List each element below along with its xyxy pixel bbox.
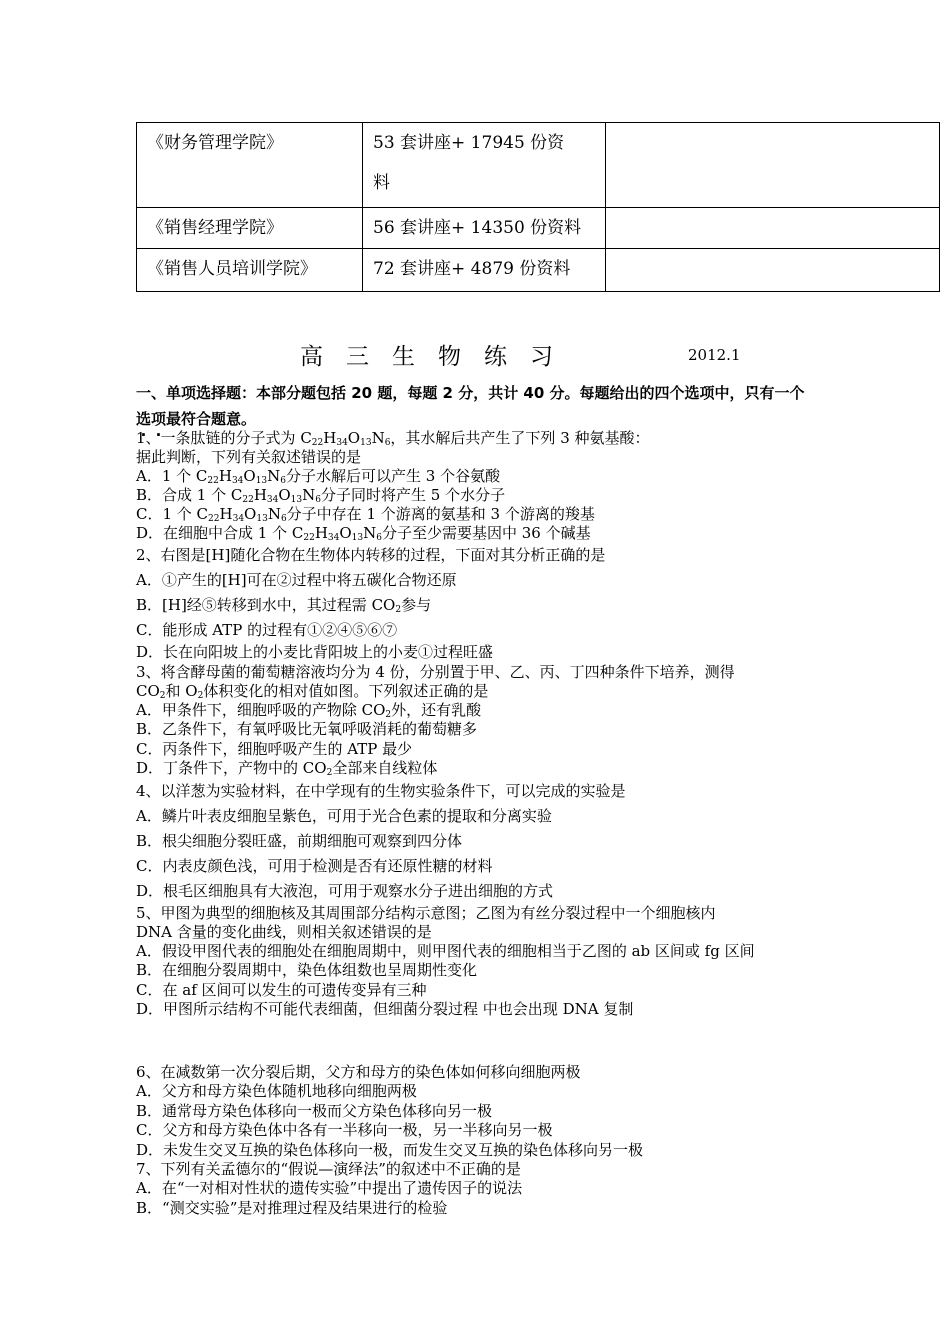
question-1-option-a bbox=[136, 466, 500, 486]
subscript: 34 bbox=[327, 533, 340, 543]
question-6-option-b: B．通常母方染色体移向一极而父方染色体移向另一极 bbox=[136, 1102, 493, 1120]
table-cell-empty bbox=[606, 208, 940, 249]
text: 分子水解后可以产生 3 个谷氨酸 bbox=[286, 467, 501, 485]
text: N bbox=[371, 429, 385, 447]
subscript: 2 bbox=[395, 605, 402, 615]
cell-text-line: 料 bbox=[373, 173, 390, 193]
section-text: 有一个 bbox=[759, 384, 805, 402]
subscript: 34 bbox=[336, 438, 348, 448]
question-3-stem-cont bbox=[136, 681, 488, 701]
question-7-option-b: B．“测交实验”是对推理过程及结果进行的检验 bbox=[136, 1199, 448, 1217]
text: 分子至少需要基因中 36 个碱基 bbox=[381, 524, 591, 542]
text: N bbox=[267, 505, 281, 523]
subscript: 13 bbox=[255, 476, 268, 486]
text: 外，还有乳酸 bbox=[391, 701, 482, 719]
subscript: 13 bbox=[360, 438, 372, 448]
question-1-judge: 据此判断，下列有关叙述错误的是 bbox=[136, 448, 362, 466]
question-5-option-b: B．在细胞分裂周期中，染色体组数也呈周期性变化 bbox=[136, 961, 478, 979]
text: N bbox=[302, 486, 316, 504]
subscript: 6 bbox=[280, 514, 287, 524]
emphasis-char: 选 bbox=[136, 410, 152, 428]
table-row bbox=[137, 123, 940, 208]
question-4-option-b: B．根尖细胞分裂旺盛，前期细胞可观察到四分体 bbox=[136, 832, 463, 850]
text: O bbox=[278, 486, 291, 504]
question-4-stem: 4、以洋葱为实验材料，在中学现有的生物实验条件下，可以完成的实验是 bbox=[136, 782, 626, 800]
table-cell-empty bbox=[606, 249, 940, 292]
question-3-option-a bbox=[136, 700, 481, 720]
table-cell-name: 《销售经理学院》 bbox=[137, 208, 363, 249]
subscript: 34 bbox=[232, 514, 245, 524]
subscript: 6 bbox=[384, 438, 391, 448]
subscript: 13 bbox=[351, 533, 364, 543]
resource-table bbox=[136, 122, 940, 292]
table-cell-content: 72 套讲座+ 4879 份资料 bbox=[363, 249, 606, 292]
table-cell-content bbox=[363, 123, 606, 208]
question-6-option-c: C．父方和母方染色体中各有一半移向一极，另一半移向另一极 bbox=[136, 1121, 553, 1139]
question-5-stem: 5、甲图为典型的细胞核及其周围部分结构示意图；乙图为有丝分裂过程中一个细胞核内 bbox=[136, 904, 716, 922]
text: N bbox=[267, 467, 281, 485]
page-title: 高三生物练习 bbox=[300, 344, 576, 370]
question-2-stem: 2、右图是[H]随化合物在生物体内转移的过程，下面对其分析正确的是 bbox=[136, 546, 606, 564]
cell-text-line: 53 套讲座+ 17945 份资 bbox=[373, 133, 565, 153]
subscript: 6 bbox=[376, 533, 382, 543]
question-7-stem: 7、下列有关孟德尔的“假说—演绎法”的叙述中不正确的是 bbox=[136, 1160, 521, 1178]
question-6-stem: 6、在减数第一次分裂后期，父方和母方的染色体如何移向细胞两极 bbox=[136, 1063, 581, 1081]
subscript: 22 bbox=[311, 438, 324, 448]
question-1-option-c bbox=[136, 504, 595, 524]
exam-date: 2012.1 bbox=[688, 346, 741, 364]
question-2-option-d: D．长在向阳坡上的小麦比背阳坡上的小麦①过程旺盛 bbox=[136, 643, 494, 661]
question-2-option-b bbox=[136, 595, 431, 615]
question-6-option-d: D．未发生交叉互换的染色体移向一极，而发生交叉互换的染色体移向另一极 bbox=[136, 1141, 644, 1159]
section-heading bbox=[136, 380, 816, 432]
text: H bbox=[323, 429, 337, 447]
text: B．合成 1 个 C bbox=[136, 486, 243, 504]
subscript: 2 bbox=[385, 710, 392, 720]
subscript: 22 bbox=[208, 514, 220, 524]
question-1-option-b bbox=[136, 485, 505, 505]
subscript: 13 bbox=[290, 495, 303, 505]
text: H bbox=[253, 486, 267, 504]
text: 和 O bbox=[165, 682, 198, 700]
subscript: 2 bbox=[326, 768, 333, 778]
question-2-option-a: A．①产生的[H]可在②过程中将五碳化合物还原 bbox=[136, 571, 457, 589]
text: CO bbox=[136, 682, 160, 700]
text: O bbox=[244, 505, 257, 523]
text: N bbox=[363, 524, 377, 542]
text: D．在细胞中合成 1 个 C bbox=[136, 524, 304, 542]
subscript: 6 bbox=[315, 495, 321, 505]
subscript: 2 bbox=[197, 691, 204, 701]
text: O bbox=[339, 524, 352, 542]
text: H bbox=[218, 467, 232, 485]
question-3-stem: 3、将含酵母菌的葡萄糖溶液均分为 4 份，分别置于甲、乙、丙、丁四种条件下培养，测得 bbox=[136, 663, 735, 681]
table-row bbox=[137, 249, 940, 292]
text: O bbox=[243, 467, 256, 485]
section-text: 一、单项选择题：本部分题包括 20 题，每题 2 分，共计 40 分。每题给出的四个选项中， bbox=[136, 384, 745, 402]
subscript: 34 bbox=[231, 476, 244, 486]
subscript: 22 bbox=[303, 533, 315, 543]
question-6-option-a: A．父方和母方染色体随机地移向细胞两极 bbox=[136, 1082, 417, 1100]
text: 全部来自线粒体 bbox=[332, 759, 438, 777]
text: A．甲条件下，细胞呼吸的产物除 CO bbox=[136, 701, 386, 719]
question-4-option-a: A．鳞片叶表皮细胞呈紫色，可用于光合色素的提取和分离实验 bbox=[136, 807, 552, 825]
text: 体积变化的相对值如图。下列叙述正确的是 bbox=[203, 682, 489, 700]
question-5-option-d: D．甲图所示结构不可能代表细菌，但细菌分裂过程 中也会出现 DNA 复制 bbox=[136, 1000, 634, 1018]
text: A．1 个 C bbox=[136, 467, 208, 485]
question-7-option-a: A．在“一对相对性状的遗传实验”中提出了遗传因子的说法 bbox=[136, 1179, 523, 1197]
section-text: 最符合题意。 bbox=[166, 410, 257, 428]
subscript: 2 bbox=[159, 691, 166, 701]
text: 分子同时将产生 5 个水分子 bbox=[320, 486, 506, 504]
question-1-stem bbox=[136, 428, 650, 448]
question-5-option-a: A．假设甲图代表的细胞处在细胞周期中，则甲图代表的细胞相当于乙图的 ab 区间或 fg 区间 bbox=[136, 942, 755, 960]
text: O bbox=[347, 429, 361, 447]
emphasis-char: 只 bbox=[744, 384, 760, 402]
text: 1、一条肽链的分子式为 C bbox=[136, 429, 312, 447]
emphasis-char: 项 bbox=[151, 410, 167, 428]
text: 分子中存在 1 个游离的氨基和 3 个游离的羧基 bbox=[286, 505, 595, 523]
question-2-option-c: C．能形成 ATP 的过程有①②④⑤⑥⑦ bbox=[136, 621, 398, 639]
question-4-option-d: D．根毛区细胞具有大液泡，可用于观察水分子进出细胞的方式 bbox=[136, 882, 554, 900]
text: D．丁条件下，产物中的 CO bbox=[136, 759, 327, 777]
table-cell-content: 56 套讲座+ 14350 份资料 bbox=[363, 208, 606, 249]
table-cell-name: 《销售人员培训学院》 bbox=[137, 249, 363, 292]
question-3-option-b: B．乙条件下，有氧呼吸比无氧呼吸消耗的葡萄糖多 bbox=[136, 720, 478, 738]
table-cell-empty bbox=[606, 123, 940, 208]
text: 参与 bbox=[401, 596, 432, 614]
text: B．[H]经⑤转移到水中，其过程需 CO bbox=[136, 596, 396, 614]
table-cell-name: 《财务管理学院》 bbox=[137, 123, 363, 208]
table-row bbox=[137, 208, 940, 249]
text: C．1 个 C bbox=[136, 505, 209, 523]
question-3-option-c: C．丙条件下，细胞呼吸产生的 ATP 最少 bbox=[136, 740, 413, 758]
question-5-option-c: C．在 af 区间可以发生的可遗传变异有三种 bbox=[136, 981, 427, 999]
text: ，其水解后共产生了下列 3 种氨基酸： bbox=[390, 429, 650, 447]
subscript: 6 bbox=[280, 476, 287, 486]
question-3-option-d bbox=[136, 758, 437, 778]
subscript: 13 bbox=[256, 514, 268, 524]
subscript: 22 bbox=[242, 495, 254, 505]
subscript: 34 bbox=[266, 495, 279, 505]
question-4-option-c: C．内表皮颜色浅，可用于检测是否有还原性糖的材料 bbox=[136, 857, 493, 875]
text: H bbox=[314, 524, 328, 542]
subscript: 22 bbox=[207, 476, 219, 486]
text: H bbox=[219, 505, 233, 523]
question-5-stem-cont: DNA 含量的变化曲线，则相关叙述错误的是 bbox=[136, 923, 432, 941]
question-1-option-d bbox=[136, 523, 591, 543]
